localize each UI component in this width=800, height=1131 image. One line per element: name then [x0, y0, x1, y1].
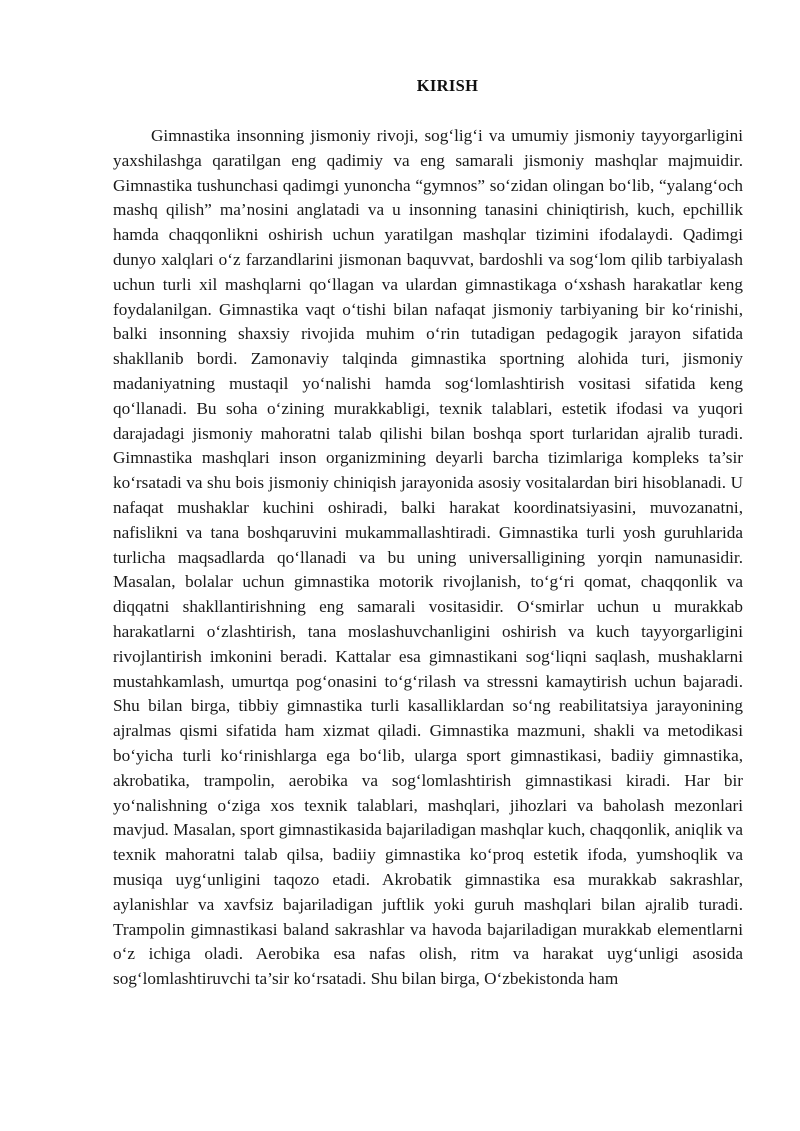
body-paragraph: Gimnastika insonning jismoniy rivoji, sog‘lig‘i va umumiy jismoniy tayyorgarligini yaxshilashga qaratilgan eng qadimiy va eng samarali jismoniy mashqlar majmuidir. Gimnastika tushunchasi qadimgi yunoncha “gymnos” so‘zidan olingan bo‘lib, “yalang‘och mashq qilish” ma’nosini anglatadi va u insonning tanasini chiniqtirish, kuch, epchillik hamda chaqqonlikni oshirish uchun yaratilgan mashqlar tizimini ifodalaydi. Qadimgi dunyo xalqlari o‘z farzandlarini jismonan baquvvat, bardoshli va sog‘lom qilib tarbiyalash uchun turli xil mashqlarni qo‘llagan va ulardan gimnastikaga o‘xshash harakatlar keng foydalanilgan. Gimnastika vaqt o‘tishi bilan nafaqat jismoniy tarbiyaning bir ko‘rinishi, balki insonning shaxsiy rivojida muhim o‘rin tutadigan pedagogik jarayon sifatida shakllanib bordi. Zamonaviy talqinda gimnastika sportning alohida turi, jismoniy madaniyatning mustaqil yo‘nalishi hamda sog‘lomlashtirish vositasi sifatida keng qo‘llanadi. Bu soha o‘zining murakkabligi, texnik talablari, estetik ifodasi va yuqori darajadagi jismoniy mahoratni talab qilishi bilan boshqa sport turlaridan ajralib turadi. Gimnastika mashqlari inson organizmining deyarli barcha tizimlariga kompleks ta’sir ko‘rsatadi va shu bois jismoniy chiniqish jarayonida asosiy vositalardan biri hisoblanadi. U nafaqat mushaklar kuchini oshiradi, balki harakat koordinatsiyasini, muvozanatni, nafislikni va tana boshqaruvini mukammallashtiradi. Gimnastika turli yosh guruhlarida turlicha maqsadlarda qo‘llanadi va bu uning universalligining yorqin namunasidir. Masalan, bolalar uchun gimnastika motorik rivojlanish, to‘g‘ri qomat, chaqqonlik va diqqatni shakllantirishning eng samarali vositasidir. O‘smirlar uchun u murakkab harakatlarni o‘zlashtirish, tana moslashuvchanligini oshirish va kuch tayyorgarligini rivojlantirish imkonini beradi. Kattalar esa gimnastikani sog‘liqni saqlash, mushaklarni mustahkamlash, umurtqa pog‘onasini to‘g‘rilash va stressni kamaytirish uchun bajaradi. Shu bilan birga, tibbiy gimnastika turli kasalliklardan so‘ng reabilitatsiya jarayonining ajralmas qismi sifatida ham xizmat qiladi. Gimnastika mazmuni, shakli va metodikasi bo‘yicha turli ko‘rinishlarga ega bo‘lib, ularga sport gimnastikasi, badiiy gimnastika, akrobatika, trampolin, aerobika va sog‘lomlashtirish gimnastikasi kiradi. Har bir yo‘nalishning o‘ziga xos texnik talablari, mashqlari, jihozlari va baholash mezonlari mavjud. Masalan, sport gimnastikasida bajariladigan mashqlar kuch, chaqqonlik, aniqlik va texnik mahoratni talab qilsa, badiiy gimnastika ko‘proq estetik ifoda, yumshoqlik va musiqa uyg‘unligini taqozo etadi. Akrobatik gimnastika esa murakkab sakrashlar, aylanishlar va xavfsiz bajariladigan juftlik yoki guruh mashqlari bilan ajralib turadi. Trampolin gimnastikasi baland sakrashlar va havoda bajariladigan murakkab elementlarni o‘z ichiga oladi. Aerobika esa nafas olish, ritm va harakat uyg‘unligi asosida sog‘lomlashtiruvchi ta’sir ko‘rsatadi. Shu bilan birga, O‘zbekistonda ham: [113, 126, 743, 989]
page-title: KIRISH: [416, 76, 479, 95]
